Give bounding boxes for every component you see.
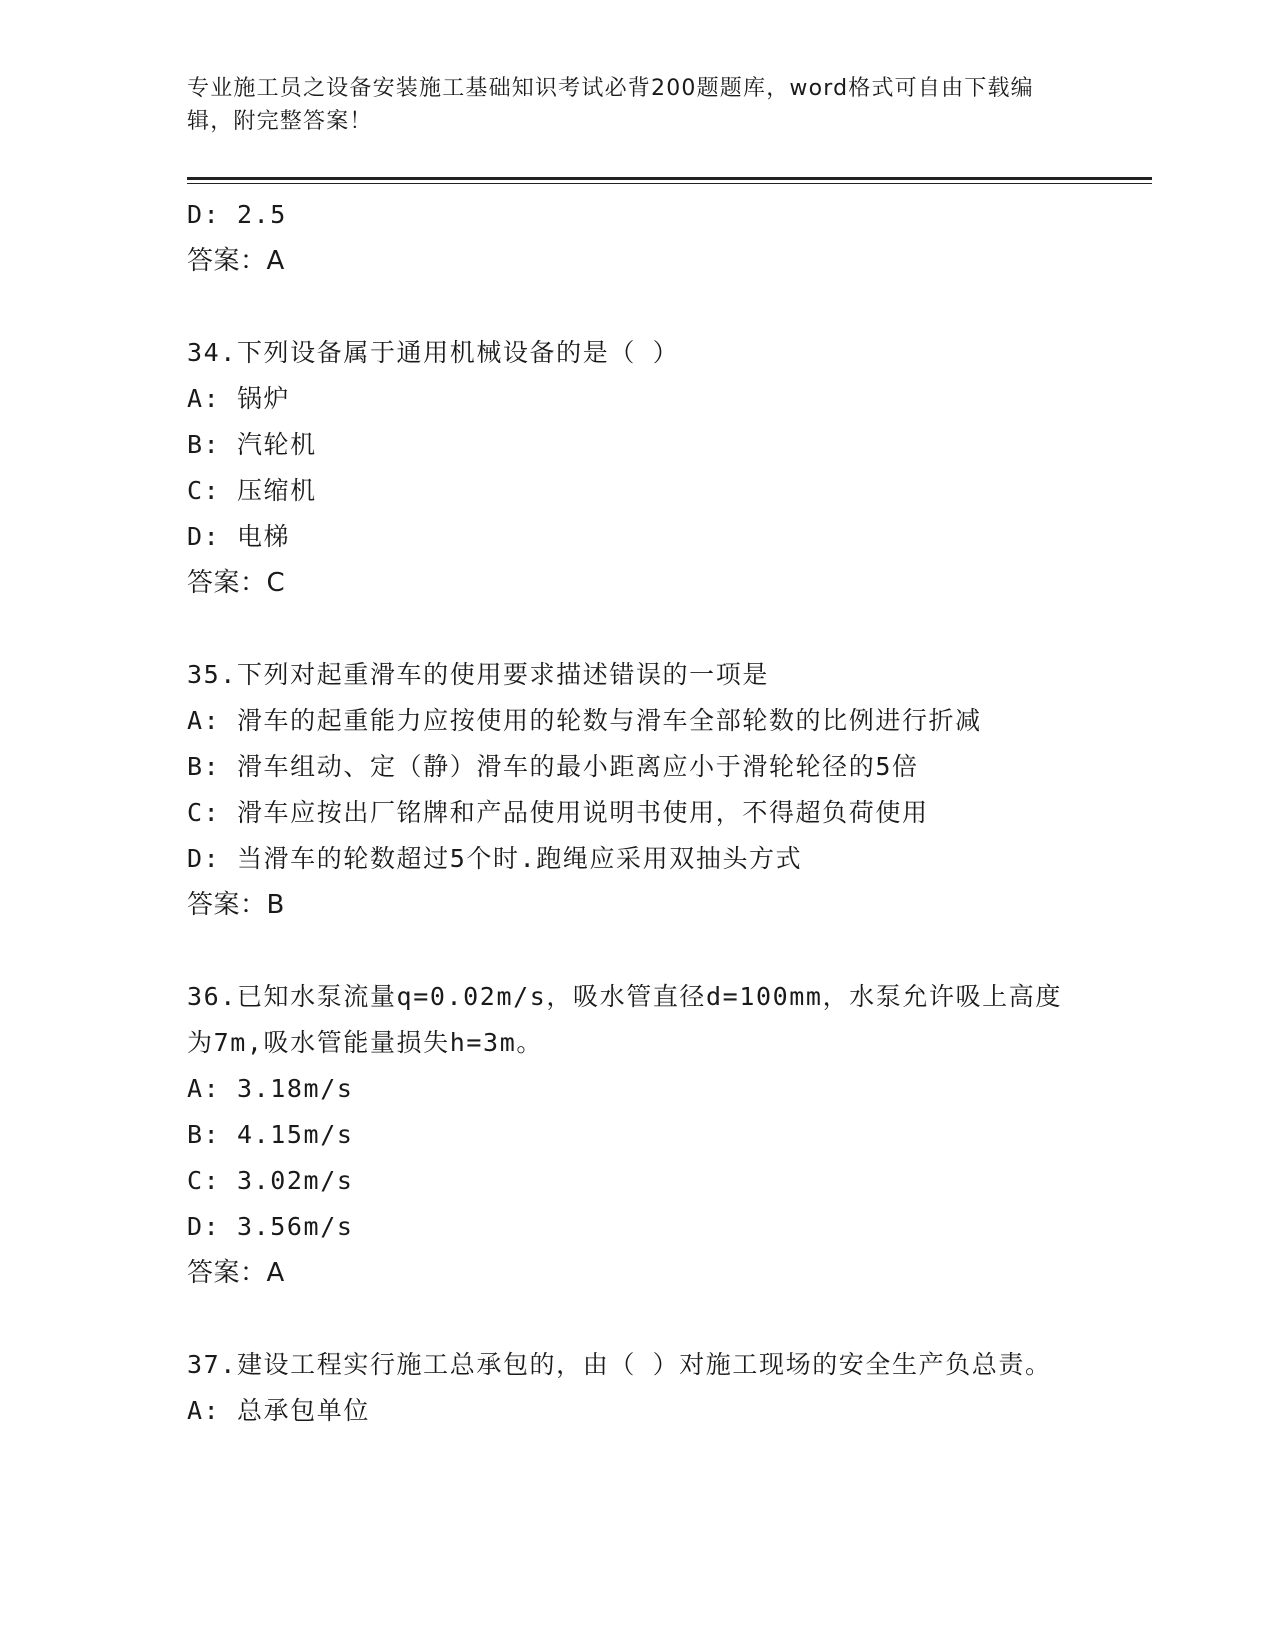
answer-line: 答案：A [187,1258,285,1288]
question-stem: 34.下列设备属于通用机械设备的是（ ） [187,338,680,367]
answer-line: 答案：A [187,246,285,276]
option-a: A: 滑车的起重能力应按使用的轮数与滑车全部轮数的比例进行折减 [187,706,982,735]
option-b: B: 4.15m/s [187,1120,354,1149]
document-header [187,72,1077,138]
option-c: C: 3.02m/s [187,1166,354,1195]
option-b: B: 汽轮机 [187,430,317,459]
option-d: D: 3.56m/s [187,1212,354,1241]
question-34 [187,330,1067,606]
option-a: A: 总承包单位 [187,1396,370,1425]
header-rule-thick [187,177,1152,180]
option-d: D: 2.5 [187,200,287,229]
question-content [187,192,1067,1434]
question-stem: 37.建设工程实行施工总承包的，由（ ）对施工现场的安全生产负总责。 [187,1350,1052,1379]
question-35 [187,652,1067,928]
question-stem: 35.下列对起重滑车的使用要求描述错误的一项是 [187,660,769,689]
header-title: 专业施工员之设备安装施工基础知识考试必背200题题库，word格式可自由下载编辑，附完整答案！ [187,76,1034,134]
answer-line: 答案：C [187,568,286,598]
option-a: A: 锅炉 [187,384,291,413]
question-stem: 36.已知水泵流量q=0.02m/s，吸水管直径d=100mm，水泵允许吸上高度为7m,吸水管能量损失h=3m。 [187,982,1062,1057]
question-37 [187,1342,1067,1434]
option-b: B: 滑车组动、定（静）滑车的最小距离应小于滑轮轮径的5倍 [187,752,919,781]
spacer [187,284,1067,330]
spacer [187,928,1067,974]
spacer [187,1296,1067,1342]
option-d: D: 当滑车的轮数超过5个时.跑绳应采用双抽头方式 [187,844,803,873]
option-a: A: 3.18m/s [187,1074,354,1103]
option-d: D: 电梯 [187,522,291,551]
question-36 [187,974,1067,1296]
header-rule-thin [187,183,1152,184]
option-c: C: 滑车应按出厂铭牌和产品使用说明书使用，不得超负荷使用 [187,798,929,827]
option-c: C: 压缩机 [187,476,317,505]
answer-line: 答案：B [187,890,285,920]
spacer [187,606,1067,652]
